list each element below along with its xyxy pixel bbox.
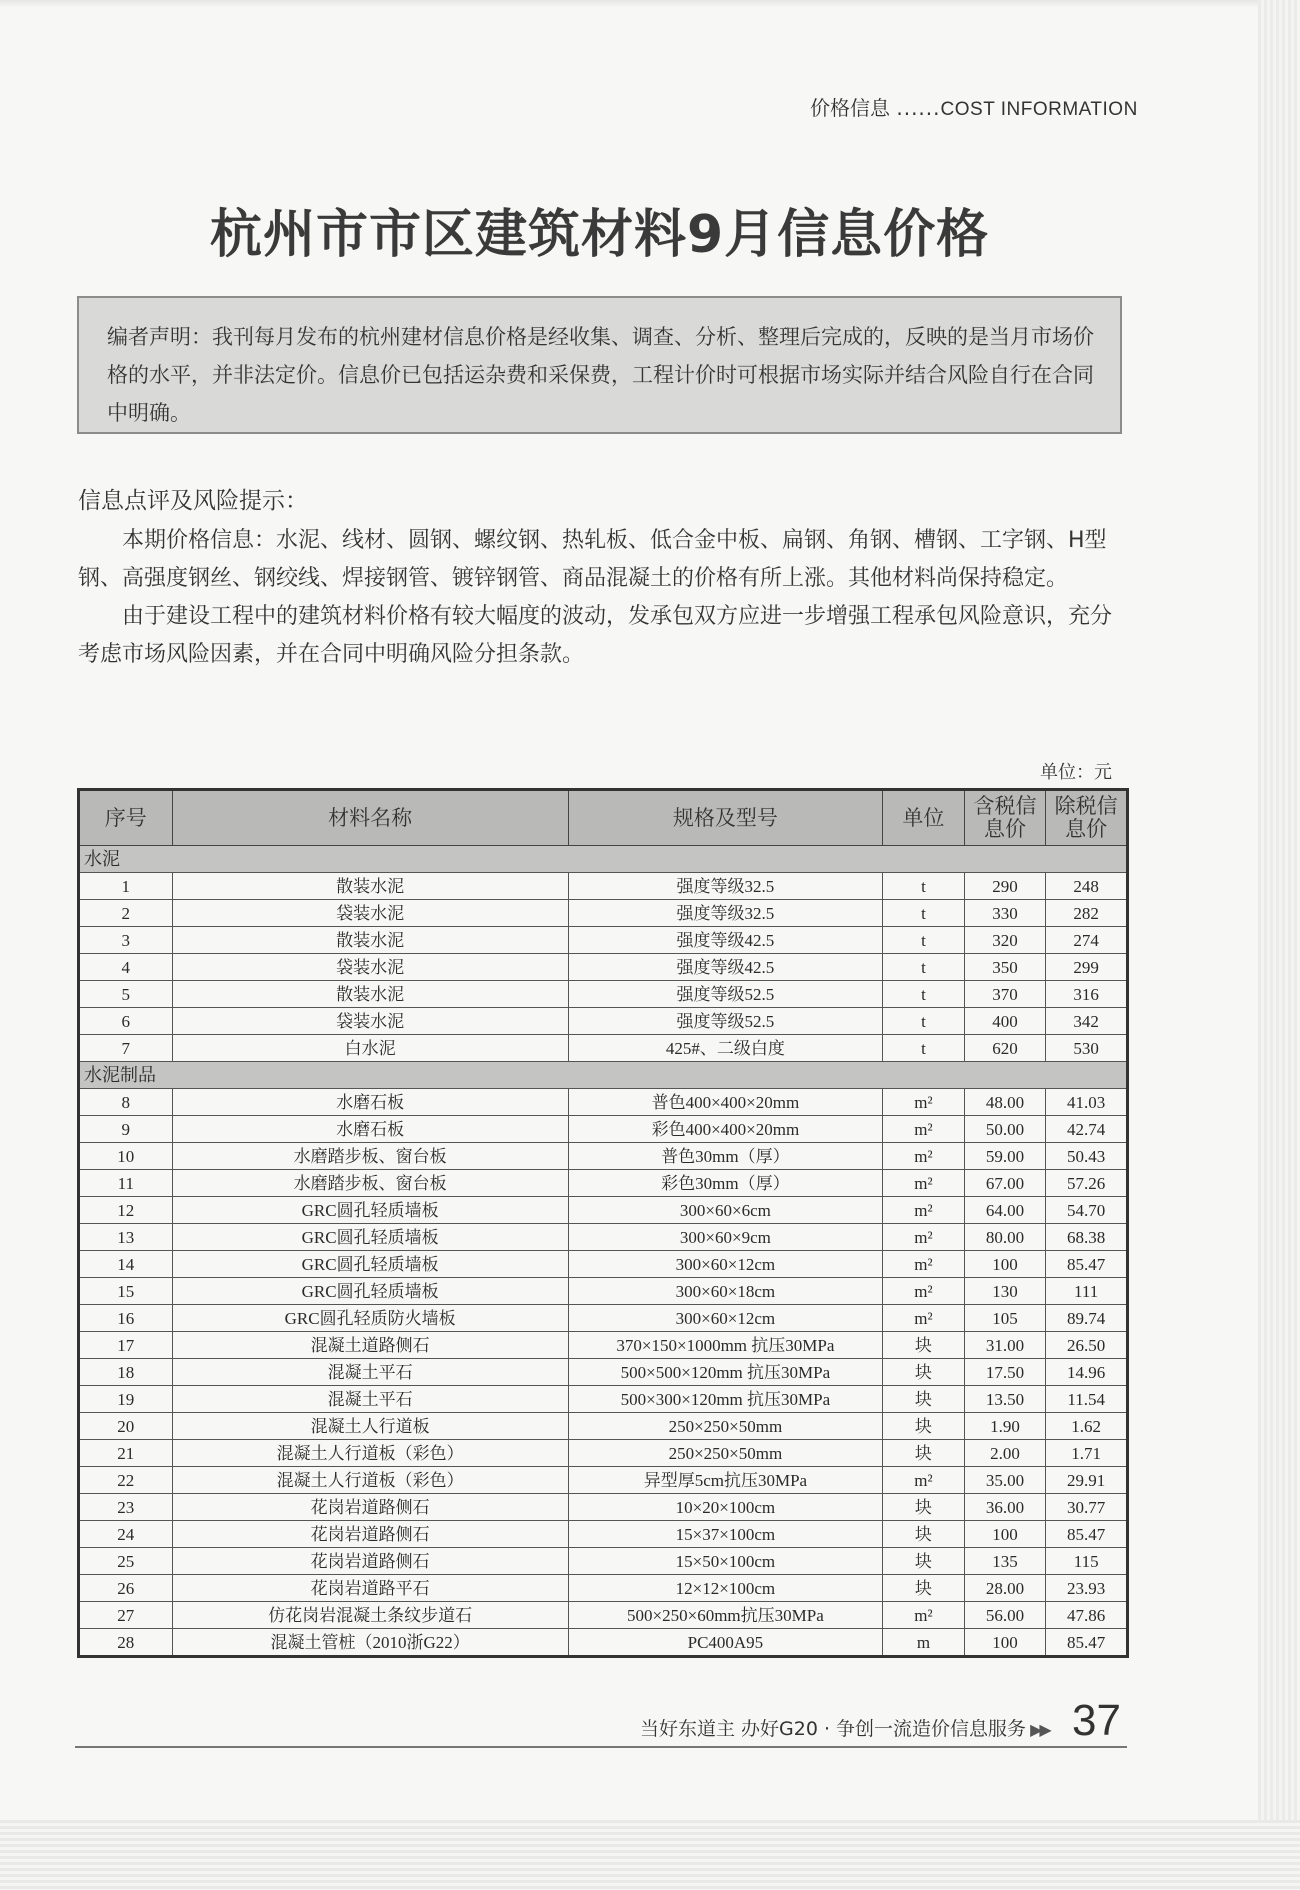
cell-no: 1: [79, 873, 173, 900]
unit-note: 单位：元: [1040, 762, 1112, 783]
cell-tax-incl: 50.00: [964, 1116, 1046, 1143]
cell-no: 17: [79, 1332, 173, 1359]
cell-no: 24: [79, 1521, 173, 1548]
cell-no: 15: [79, 1278, 173, 1305]
cell-unit: m²: [883, 1251, 965, 1278]
cell-tax-incl: 1.90: [964, 1413, 1046, 1440]
table-row: [79, 1224, 1128, 1251]
table-row: [79, 1602, 1128, 1629]
cell-spec: 强度等级42.5: [568, 954, 882, 981]
cell-tax-excl: 23.93: [1046, 1575, 1128, 1602]
cell-unit: 块: [883, 1359, 965, 1386]
cell-tax-incl: 80.00: [964, 1224, 1046, 1251]
cell-unit: m²: [883, 1089, 965, 1116]
cell-spec: 异型厚5cm抗压30MPa: [568, 1467, 882, 1494]
table-row: [79, 900, 1128, 927]
editor-notice-text: 编者声明：我刊每月发布的杭州建材信息价格是经收集、调查、分析、整理后完成的，反映的是当月市场价格的水平，并非法定价。信息价已包括运杂费和采保费，工程计价时可根据市场实际并结合风险自行在合同中明确。: [107, 325, 1094, 425]
header-tax-incl: 含税信息价: [964, 790, 1046, 846]
price-table: [77, 788, 1129, 1658]
table-row: [79, 1278, 1128, 1305]
table-row: [79, 1170, 1128, 1197]
table-row: [79, 1197, 1128, 1224]
table-row: [79, 1035, 1128, 1062]
cell-name: 混凝土人行道板（彩色）: [172, 1467, 568, 1494]
cell-spec: 425#、二级白度: [568, 1035, 882, 1062]
double-arrow-icon: ▶▶: [1030, 1720, 1049, 1739]
cell-tax-excl: 274: [1046, 927, 1128, 954]
cell-name: 袋装水泥: [172, 954, 568, 981]
cell-no: 26: [79, 1575, 173, 1602]
cell-spec: 15×50×100cm: [568, 1548, 882, 1575]
cell-tax-excl: 1.71: [1046, 1440, 1128, 1467]
cell-no: 18: [79, 1359, 173, 1386]
cell-no: 2: [79, 900, 173, 927]
cell-tax-incl: 100: [964, 1629, 1046, 1657]
cell-unit: 块: [883, 1575, 965, 1602]
cell-no: 22: [79, 1467, 173, 1494]
cell-tax-excl: 342: [1046, 1008, 1128, 1035]
table-row: [79, 1521, 1128, 1548]
cell-tax-incl: 13.50: [964, 1386, 1046, 1413]
cell-no: 12: [79, 1197, 173, 1224]
cell-tax-excl: 115: [1046, 1548, 1128, 1575]
page-edge-bottom: [0, 1820, 1300, 1890]
header-dots: ......: [896, 96, 941, 120]
footer-slogan: [640, 1714, 1049, 1741]
cell-tax-excl: 89.74: [1046, 1305, 1128, 1332]
cell-tax-incl: 2.00: [964, 1440, 1046, 1467]
cell-tax-incl: 56.00: [964, 1602, 1046, 1629]
header-section-cn: 价格信息: [810, 96, 890, 120]
cell-tax-incl: 320: [964, 927, 1046, 954]
cell-name: GRC圆孔轻质墙板: [172, 1224, 568, 1251]
table-row: [79, 1413, 1128, 1440]
cell-name: 仿花岗岩混凝土条纹步道石: [172, 1602, 568, 1629]
table-body: [79, 846, 1128, 1657]
cell-name: GRC圆孔轻质墙板: [172, 1251, 568, 1278]
header-no: 序号: [79, 790, 173, 846]
category-label: 水泥: [79, 846, 1128, 873]
cell-tax-incl: 105: [964, 1305, 1046, 1332]
cell-spec: 500×250×60mm抗压30MPa: [568, 1602, 882, 1629]
cell-tax-excl: 57.26: [1046, 1170, 1128, 1197]
cell-no: 3: [79, 927, 173, 954]
table-row: [79, 1440, 1128, 1467]
cell-no: 27: [79, 1602, 173, 1629]
cell-unit: t: [883, 900, 965, 927]
cell-name: 白水泥: [172, 1035, 568, 1062]
cell-name: 混凝土道路侧石: [172, 1332, 568, 1359]
cell-no: 13: [79, 1224, 173, 1251]
cell-spec: 强度等级52.5: [568, 981, 882, 1008]
cell-tax-incl: 31.00: [964, 1332, 1046, 1359]
cell-spec: 强度等级52.5: [568, 1008, 882, 1035]
cell-spec: 500×300×120mm 抗压30MPa: [568, 1386, 882, 1413]
cell-tax-excl: 282: [1046, 900, 1128, 927]
cell-no: 5: [79, 981, 173, 1008]
cell-spec: 彩色400×400×20mm: [568, 1116, 882, 1143]
cell-tax-incl: 350: [964, 954, 1046, 981]
cell-tax-excl: 248: [1046, 873, 1128, 900]
page-edge-top: [0, 0, 1300, 8]
cell-unit: t: [883, 954, 965, 981]
cell-unit: m²: [883, 1467, 965, 1494]
table-row: [79, 1251, 1128, 1278]
cell-name: 水磨踏步板、窗台板: [172, 1143, 568, 1170]
cell-tax-excl: 111: [1046, 1278, 1128, 1305]
cell-tax-excl: 1.62: [1046, 1413, 1128, 1440]
cell-name: 水磨石板: [172, 1089, 568, 1116]
table-row: [79, 1116, 1128, 1143]
table-header-row: [79, 790, 1128, 846]
cell-tax-excl: 29.91: [1046, 1467, 1128, 1494]
cell-unit: m²: [883, 1116, 965, 1143]
cell-unit: t: [883, 1035, 965, 1062]
cell-spec: 彩色30mm（厚）: [568, 1170, 882, 1197]
cell-tax-incl: 35.00: [964, 1467, 1046, 1494]
table-row: [79, 981, 1128, 1008]
cell-tax-excl: 26.50: [1046, 1332, 1128, 1359]
cell-tax-incl: 28.00: [964, 1575, 1046, 1602]
cell-spec: 强度等级42.5: [568, 927, 882, 954]
cell-name: 花岗岩道路侧石: [172, 1494, 568, 1521]
cell-unit: m²: [883, 1170, 965, 1197]
cell-name: 混凝土人行道板: [172, 1413, 568, 1440]
cell-name: 袋装水泥: [172, 1008, 568, 1035]
cell-unit: m²: [883, 1602, 965, 1629]
table-row: [79, 954, 1128, 981]
cell-name: GRC圆孔轻质墙板: [172, 1278, 568, 1305]
cell-no: 11: [79, 1170, 173, 1197]
cell-tax-excl: 85.47: [1046, 1629, 1128, 1657]
cell-name: 袋装水泥: [172, 900, 568, 927]
cell-no: 9: [79, 1116, 173, 1143]
cell-name: GRC圆孔轻质防火墙板: [172, 1305, 568, 1332]
review-heading: 信息点评及风险提示：: [78, 488, 308, 514]
table-row: [79, 1467, 1128, 1494]
cell-unit: m²: [883, 1143, 965, 1170]
cell-tax-incl: 64.00: [964, 1197, 1046, 1224]
table-row: [79, 1143, 1128, 1170]
cell-spec: 500×500×120mm 抗压30MPa: [568, 1359, 882, 1386]
table-row: [79, 1359, 1128, 1386]
cell-spec: 370×150×1000mm 抗压30MPa: [568, 1332, 882, 1359]
header-unit: 单位: [883, 790, 965, 846]
cell-tax-incl: 100: [964, 1251, 1046, 1278]
cell-unit: 块: [883, 1548, 965, 1575]
cell-tax-excl: 47.86: [1046, 1602, 1128, 1629]
cell-unit: 块: [883, 1494, 965, 1521]
cell-name: 混凝土人行道板（彩色）: [172, 1440, 568, 1467]
category-row: [79, 846, 1128, 873]
header-tax-excl: 除税信息价: [1046, 790, 1128, 846]
page-edge-right: [1258, 0, 1300, 1890]
cell-spec: 300×60×9cm: [568, 1224, 882, 1251]
table-row: [79, 927, 1128, 954]
table-row: [79, 1089, 1128, 1116]
cell-tax-incl: 620: [964, 1035, 1046, 1062]
header-name: 材料名称: [172, 790, 568, 846]
cell-unit: t: [883, 981, 965, 1008]
cell-tax-excl: 316: [1046, 981, 1128, 1008]
cell-tax-incl: 59.00: [964, 1143, 1046, 1170]
cell-unit: t: [883, 1008, 965, 1035]
footer-slogan-text: 当好东道主 办好G20 · 争创一流造价信息服务: [640, 1718, 1027, 1740]
cell-name: 花岗岩道路侧石: [172, 1548, 568, 1575]
cell-name: GRC圆孔轻质墙板: [172, 1197, 568, 1224]
category-label: 水泥制品: [79, 1062, 1128, 1089]
cell-spec: 300×60×12cm: [568, 1305, 882, 1332]
cell-unit: t: [883, 873, 965, 900]
cell-tax-incl: 48.00: [964, 1089, 1046, 1116]
cell-name: 散装水泥: [172, 981, 568, 1008]
cell-no: 25: [79, 1548, 173, 1575]
cell-spec: 10×20×100cm: [568, 1494, 882, 1521]
cell-no: 6: [79, 1008, 173, 1035]
cell-tax-excl: 41.03: [1046, 1089, 1128, 1116]
cell-unit: 块: [883, 1332, 965, 1359]
cell-no: 19: [79, 1386, 173, 1413]
cell-spec: 300×60×12cm: [568, 1251, 882, 1278]
cell-tax-excl: 42.74: [1046, 1116, 1128, 1143]
table-row: [79, 1548, 1128, 1575]
cell-no: 20: [79, 1413, 173, 1440]
cell-spec: 强度等级32.5: [568, 900, 882, 927]
cell-unit: m²: [883, 1305, 965, 1332]
cell-tax-excl: 530: [1046, 1035, 1128, 1062]
cell-tax-excl: 54.70: [1046, 1197, 1128, 1224]
page-number: 37: [1072, 1696, 1121, 1745]
cell-spec: 250×250×50mm: [568, 1440, 882, 1467]
cell-name: 花岗岩道路侧石: [172, 1521, 568, 1548]
cell-tax-excl: 50.43: [1046, 1143, 1128, 1170]
cell-tax-incl: 290: [964, 873, 1046, 900]
cell-no: 16: [79, 1305, 173, 1332]
cell-unit: m²: [883, 1197, 965, 1224]
cell-no: 7: [79, 1035, 173, 1062]
cell-tax-excl: 68.38: [1046, 1224, 1128, 1251]
cell-spec: 强度等级32.5: [568, 873, 882, 900]
cell-spec: PC400A95: [568, 1629, 882, 1657]
cell-unit: 块: [883, 1413, 965, 1440]
cell-tax-incl: 130: [964, 1278, 1046, 1305]
cell-name: 水磨石板: [172, 1116, 568, 1143]
cell-tax-excl: 85.47: [1046, 1521, 1128, 1548]
review-paragraph-2: 由于建设工程中的建筑材料价格有较大幅度的波动，发承包双方应进一步增强工程承包风险意识，充分考虑市场风险因素，并在合同中明确风险分担条款。: [78, 604, 1113, 667]
cell-spec: 250×250×50mm: [568, 1413, 882, 1440]
review-paragraph-1: 本期价格信息：水泥、线材、圆钢、螺纹钢、热轧板、低合金中板、扁钢、角钢、槽钢、工字钢、H型钢、高强度钢丝、钢绞线、焊接钢管、镀锌钢管、商品混凝土的价格有所上涨。其他材料尚保持稳定。: [78, 528, 1107, 591]
table-row: [79, 1305, 1128, 1332]
cell-name: 水磨踏步板、窗台板: [172, 1170, 568, 1197]
cell-tax-excl: 11.54: [1046, 1386, 1128, 1413]
cell-tax-incl: 330: [964, 900, 1046, 927]
cell-no: 4: [79, 954, 173, 981]
cell-unit: m: [883, 1629, 965, 1657]
cell-spec: 普色400×400×20mm: [568, 1089, 882, 1116]
cell-tax-incl: 67.00: [964, 1170, 1046, 1197]
cell-spec: 15×37×100cm: [568, 1521, 882, 1548]
cell-name: 混凝土平石: [172, 1359, 568, 1386]
cell-no: 28: [79, 1629, 173, 1657]
header-section-en: COST INFORMATION: [940, 99, 1138, 120]
cell-tax-incl: 135: [964, 1548, 1046, 1575]
table-row: [79, 1008, 1128, 1035]
page-title: 杭州市市区建筑材料9月信息价格: [210, 205, 990, 265]
table-row: [79, 1575, 1128, 1602]
cell-tax-excl: 85.47: [1046, 1251, 1128, 1278]
footer-divider: [75, 1746, 1127, 1748]
cell-name: 花岗岩道路平石: [172, 1575, 568, 1602]
cell-tax-incl: 36.00: [964, 1494, 1046, 1521]
cell-unit: m²: [883, 1278, 965, 1305]
header-spec: 规格及型号: [568, 790, 882, 846]
cell-no: 10: [79, 1143, 173, 1170]
cell-unit: 块: [883, 1386, 965, 1413]
cell-no: 21: [79, 1440, 173, 1467]
cell-no: 23: [79, 1494, 173, 1521]
table-row: [79, 1494, 1128, 1521]
cell-name: 散装水泥: [172, 927, 568, 954]
cell-spec: 300×60×18cm: [568, 1278, 882, 1305]
cell-tax-excl: 14.96: [1046, 1359, 1128, 1386]
table-row: [79, 1386, 1128, 1413]
cell-name: 散装水泥: [172, 873, 568, 900]
cell-unit: m²: [883, 1224, 965, 1251]
cell-tax-incl: 17.50: [964, 1359, 1046, 1386]
cell-no: 14: [79, 1251, 173, 1278]
cell-spec: 普色30mm（厚）: [568, 1143, 882, 1170]
editor-notice-box: [77, 296, 1122, 434]
cell-tax-incl: 100: [964, 1521, 1046, 1548]
cell-spec: 12×12×100cm: [568, 1575, 882, 1602]
cell-unit: 块: [883, 1521, 965, 1548]
cell-spec: 300×60×6cm: [568, 1197, 882, 1224]
running-header: [810, 92, 1138, 121]
cell-name: 混凝土管桩（2010浙G22）: [172, 1629, 568, 1657]
cell-unit: 块: [883, 1440, 965, 1467]
table-row: [79, 873, 1128, 900]
table-row: [79, 1629, 1128, 1657]
cell-tax-incl: 370: [964, 981, 1046, 1008]
cell-no: 8: [79, 1089, 173, 1116]
table-row: [79, 1332, 1128, 1359]
cell-name: 混凝土平石: [172, 1386, 568, 1413]
category-row: [79, 1062, 1128, 1089]
cell-tax-excl: 30.77: [1046, 1494, 1128, 1521]
cell-tax-excl: 299: [1046, 954, 1128, 981]
cell-tax-incl: 400: [964, 1008, 1046, 1035]
cell-unit: t: [883, 927, 965, 954]
